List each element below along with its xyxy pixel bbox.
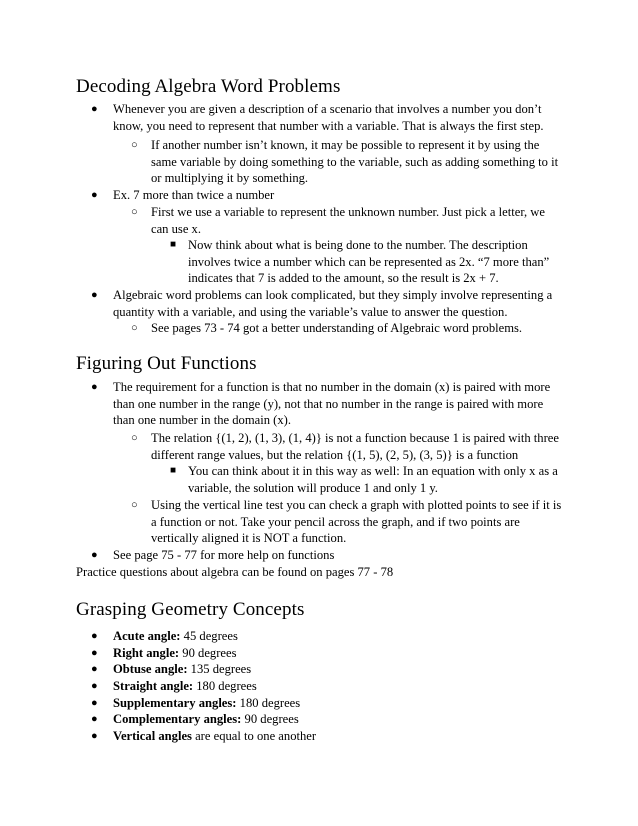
bullet-disc: ● xyxy=(91,680,98,692)
angle-value: 180 degrees xyxy=(193,679,257,693)
bullet-disc: ● xyxy=(91,663,98,675)
list-item: The requirement for a function is that no number in the domain (x) is paired with more than one number in the range (y), not that no number in the range is paired with more than one number in the domain (x). xyxy=(113,380,551,428)
list-item: Using the vertical line test you can check a graph with plotted points to see if it is a function or not. Take your pencil across the graph, and if two points are vertically aligned it is NOT a function. xyxy=(151,498,562,546)
list-item: You can think about it in this way as well: In an equation with only x as a variable, the solution will produce 1 and only 1 y. xyxy=(188,464,558,495)
angle-term: Vertical angles xyxy=(113,729,192,743)
list-item: See page 75 - 77 for more help on functions xyxy=(113,548,335,562)
list-item: First we use a variable to represent the unknown number. Just pick a letter, we can use x. xyxy=(151,205,545,236)
angle-item xyxy=(113,678,563,695)
list-item: See pages 73 - 74 got a better understanding of Algebraic word problems. xyxy=(151,321,523,335)
angle-item xyxy=(113,661,563,678)
bullet-disc: ● xyxy=(91,713,98,725)
section-heading-algebra: Decoding Algebra Word Problems xyxy=(76,76,341,97)
angle-item xyxy=(113,711,563,728)
bullet-square: ■ xyxy=(170,465,177,476)
bullet-disc: ● xyxy=(91,289,98,301)
bullet-disc: ● xyxy=(91,730,98,742)
list-item: The relation {(1, 2), (1, 3), (1, 4)} is not a function because 1 is paired with three different range values, but the relation {(1, 5), (2, 5), (3, 5)} is a function xyxy=(151,431,559,462)
angle-term: Complementary angles: xyxy=(113,712,242,726)
bullet-circle: ○ xyxy=(131,206,138,218)
angle-value: 135 degrees xyxy=(187,662,252,676)
practice-note: Practice questions about algebra can be found on pages 77 - 78 xyxy=(76,565,394,579)
list-item: Ex. 7 more than twice a number xyxy=(113,188,275,202)
angle-value: 180 degrees xyxy=(236,696,301,710)
angle-term: Straight angle: xyxy=(113,679,194,693)
bullet-square: ■ xyxy=(170,239,177,250)
section-heading-geometry: Grasping Geometry Concepts xyxy=(76,599,305,620)
angle-term: Supplementary angles: xyxy=(113,696,237,710)
angle-item xyxy=(113,645,563,662)
angle-item xyxy=(113,695,563,712)
bullet-disc: ● xyxy=(91,630,98,642)
angle-term: Obtuse angle: xyxy=(113,662,188,676)
angle-value: 90 degrees xyxy=(179,646,237,660)
angle-term: Acute angle: xyxy=(113,629,181,643)
bullet-circle: ○ xyxy=(131,499,138,511)
list-item: Now think about what is being done to the number. The description involves twice a number which can be represented as 2x. “7 more than” indicates that 7 is added to the amount, so the result is 2x + 7. xyxy=(188,238,550,286)
list-item: If another number isn’t known, it may be possible to represent it by using the same variable by doing something to the variable, such as adding something to it or multiplying it by something. xyxy=(151,138,559,186)
angle-value: are equal to one another xyxy=(191,729,317,743)
bullet-circle: ○ xyxy=(131,322,138,334)
list-item: Algebraic word problems can look complicated, but they simply involve representing a quantity with a variable, and using the variable’s value to answer the question. xyxy=(113,288,553,319)
angle-term: Right angle: xyxy=(113,646,180,660)
bullet-disc: ● xyxy=(91,647,98,659)
bullet-disc: ● xyxy=(91,549,98,561)
bullet-disc: ● xyxy=(91,381,98,393)
bullet-circle: ○ xyxy=(131,432,138,444)
list-item: Whenever you are given a description of a scenario that involves a number you don’t know, you need to represent that number with a variable. That is always the first step. xyxy=(113,102,544,133)
section-heading-functions: Figuring Out Functions xyxy=(76,353,257,374)
bullet-disc: ● xyxy=(91,189,98,201)
bullet-disc: ● xyxy=(91,103,98,115)
angle-value: 90 degrees xyxy=(241,712,299,726)
angle-value: 45 degrees xyxy=(180,629,238,643)
bullet-circle: ○ xyxy=(131,139,138,151)
angle-item xyxy=(113,728,563,745)
angle-item xyxy=(113,628,563,645)
bullet-disc: ● xyxy=(91,697,98,709)
